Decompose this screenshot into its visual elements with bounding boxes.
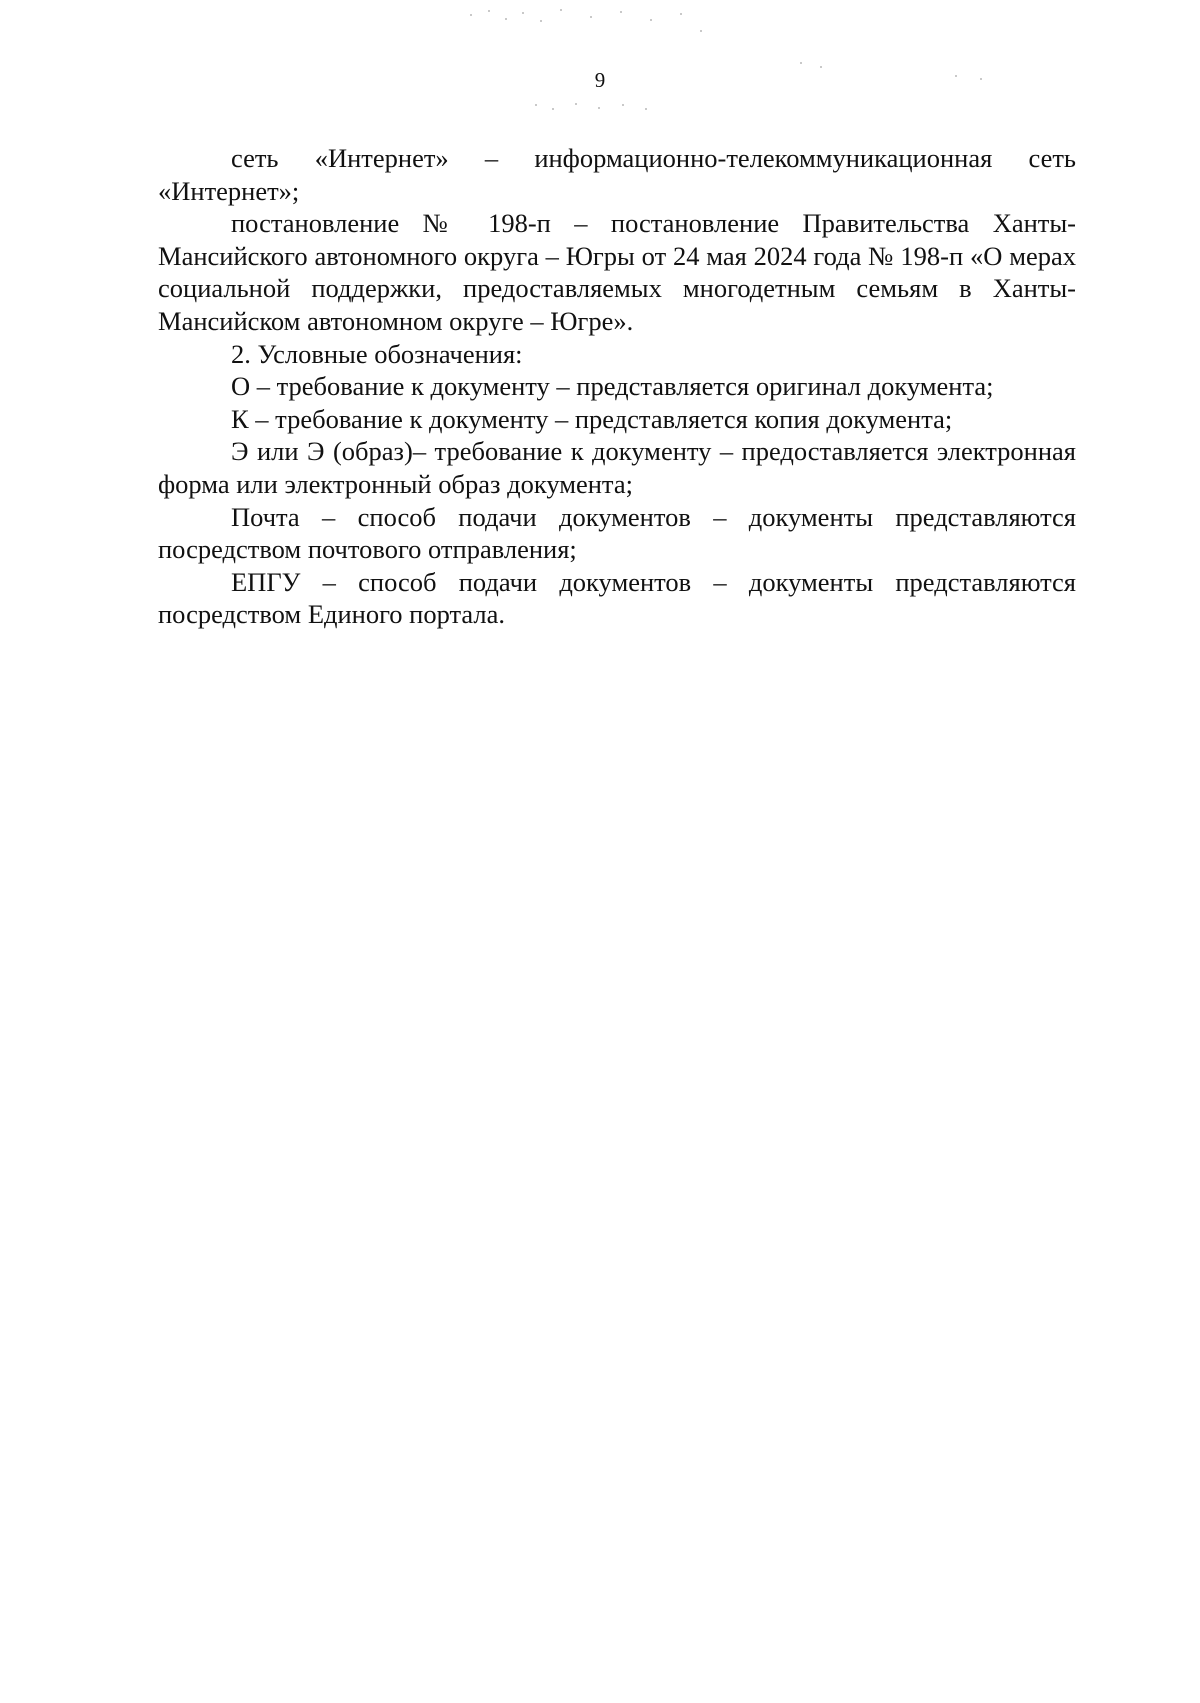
- paragraph-legend-original: О – требование к документу – представляется оригинал документа;: [231, 371, 994, 402]
- paragraph-legend-epgu: ЕПГУ – способ подачи документов – документы представляются посредством Единого портала.: [158, 566, 1076, 630]
- paragraph-resolution-definition: постановление № 198-п – постановление Правительства Ханты-Мансийского автономного округа – Югры от 24 мая 2024 года № 198-п «О мерах социальной поддержки, предоставляемых многодетным семьям в Ханты-Мансийском автономном округе – Югре».: [158, 208, 1076, 336]
- scan-artifacts: [0, 0, 1200, 120]
- document-body: [158, 142, 1076, 631]
- paragraph-legend-heading: 2. Условные обозначения:: [231, 338, 523, 369]
- paragraph-legend-mail: Почта – способ подачи документов – документы представляются посредством почтового отправления;: [158, 501, 1076, 565]
- paragraph-internet-definition: сеть «Интернет» – информационно-телекоммуникационная сеть «Интернет»;: [158, 143, 1076, 206]
- page-number: 9: [594, 68, 606, 92]
- paragraph-legend-copy: К – требование к документу – представляется копия документа;: [231, 403, 953, 434]
- paragraph-legend-electronic: Э или Э (образ)– требование к документу – предоставляется электронная форма или электронный образ документа;: [158, 436, 1076, 499]
